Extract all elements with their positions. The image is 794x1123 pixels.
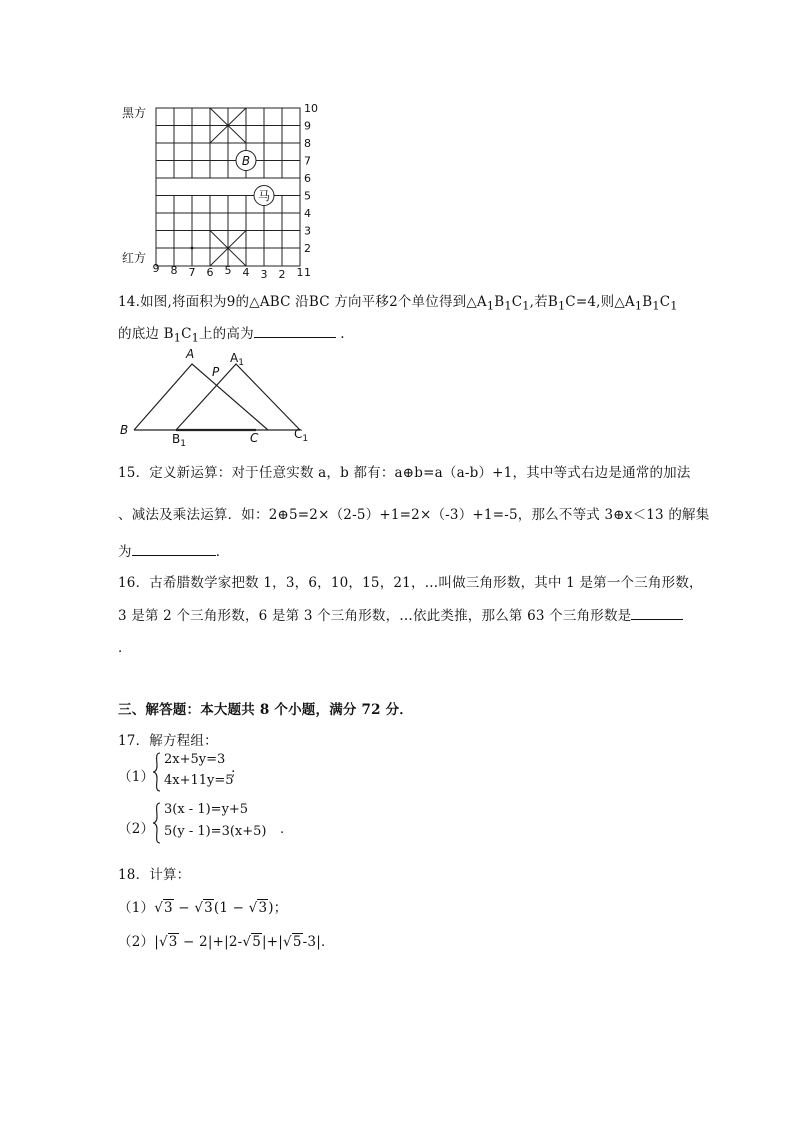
sqrt-symbol: √3	[158, 934, 178, 950]
svg-text:A1: $A_1$	[230, 351, 244, 368]
q17-part2-eq2: 5(y - 1)=3(x+5)	[164, 824, 267, 839]
triangle-translation-figure	[116, 346, 322, 446]
svg-text:9: 9	[304, 119, 311, 133]
q14-line1: 14.如图,将面积为9的△ABC 沿BC 方向平移2个单位得到$\triangle A_1B_1C_1$,若$B_1C=4$,则$\triangle A_1B_1C_1$	[118, 294, 678, 313]
svg-text:3: 3	[304, 224, 311, 238]
svg-text:6: 6	[304, 172, 311, 185]
sqrt-symbol: √5	[283, 934, 302, 950]
q15-answer-blank[interactable]	[132, 543, 216, 556]
q17-part1-brace	[152, 752, 162, 792]
q17-part2-eq1: 3(x - 1)=y+5	[164, 802, 249, 817]
q17-title: 17．解方程组：	[118, 733, 218, 749]
section3-title: 三、解答题：本大题共 8 个小题，满分 72 分．	[118, 702, 413, 718]
svg-text:2: 2	[278, 268, 286, 280]
svg-text:5: 5	[224, 264, 232, 277]
svg-text:1: 1	[296, 266, 304, 279]
svg-text:7: 7	[304, 154, 311, 168]
svg-text:8: 8	[304, 137, 311, 150]
q16-line3: ．	[118, 640, 132, 656]
right-row-numbers	[304, 102, 318, 279]
q14-answer-blank[interactable]	[254, 325, 336, 338]
sqrt-symbol: √5	[242, 934, 262, 950]
q18-part1: （1）√3 − √3(1 − √3)；	[118, 900, 288, 916]
svg-text:9: 9	[152, 262, 160, 275]
svg-text:6: 6	[206, 266, 214, 279]
svg-text:10: 10	[304, 102, 318, 115]
q15-line3: 为 ．	[118, 544, 230, 560]
horse-piece-label: 马	[257, 189, 271, 203]
svg-text:7: 7	[188, 266, 196, 279]
q17-part1-eq1: 2x+5y=3	[164, 752, 226, 767]
sqrt-symbol: √3	[194, 900, 213, 916]
sqrt-symbol: √3	[154, 900, 173, 916]
q18-title: 18．计算：	[118, 867, 191, 883]
q16-answer-blank[interactable]	[631, 607, 683, 620]
svg-text:B1: $B_1$	[172, 432, 186, 446]
svg-text:P: P	[212, 365, 220, 379]
svg-text:1: 1	[304, 266, 311, 279]
q17-part2-label: （2）	[118, 821, 155, 837]
svg-text:8: 8	[170, 264, 178, 277]
q15-line2: 、减法及乘法运算．如：2⊕5=2×（2-5）+1=2×（-3）+1=-5，那么不等式 3⊕x＜13 的解集	[118, 507, 710, 523]
svg-text:B: B	[120, 423, 129, 437]
svg-text:5: 5	[304, 189, 311, 203]
q17-part1-end: ;	[231, 765, 236, 780]
bottom-column-numbers	[153, 262, 304, 280]
q14-line2: 的底边 $B_1C_1$上的高为 .	[118, 326, 345, 345]
svg-text:4: 4	[242, 266, 250, 279]
q15-line1: 15．定义新运算：对于任意实数 a，b 都有：a⊕b=a（a-b）+1，其中等式右边是通常的加法	[118, 465, 691, 481]
q17-part1-label: （1）	[118, 769, 155, 785]
q16-line2: 3 是第 2 个三角形数，6 是第 3 个三角形数，…依此类推，那么第 63 个三角形数是	[118, 604, 683, 624]
b-piece-label: B	[241, 154, 251, 168]
svg-text:3: 3	[260, 268, 268, 280]
black-side-label: 黑方	[122, 106, 147, 120]
svg-text:C1: $C_1$	[294, 427, 309, 444]
q17-part2-brace	[152, 802, 162, 844]
sqrt-symbol: √3	[248, 900, 268, 916]
svg-text:A: A	[186, 347, 195, 361]
svg-text:C: C	[250, 431, 259, 445]
q18-part2: （2）|√3 − 2|+|2-√5|+|√5-3|．	[118, 934, 335, 950]
svg-text:4: 4	[304, 207, 311, 220]
svg-text:2: 2	[304, 242, 311, 255]
q16-line1: 16．古希腊数学家把数 1，3，6，10，15，21，…叫做三角形数，其中 1 是第一个三角形数，	[118, 575, 703, 591]
red-side-label: 红方	[122, 251, 147, 265]
q17-part2-end: .	[280, 822, 285, 837]
chess-board-figure	[118, 100, 328, 280]
q17-part1-eq2: 4x+11y=5	[164, 773, 234, 788]
